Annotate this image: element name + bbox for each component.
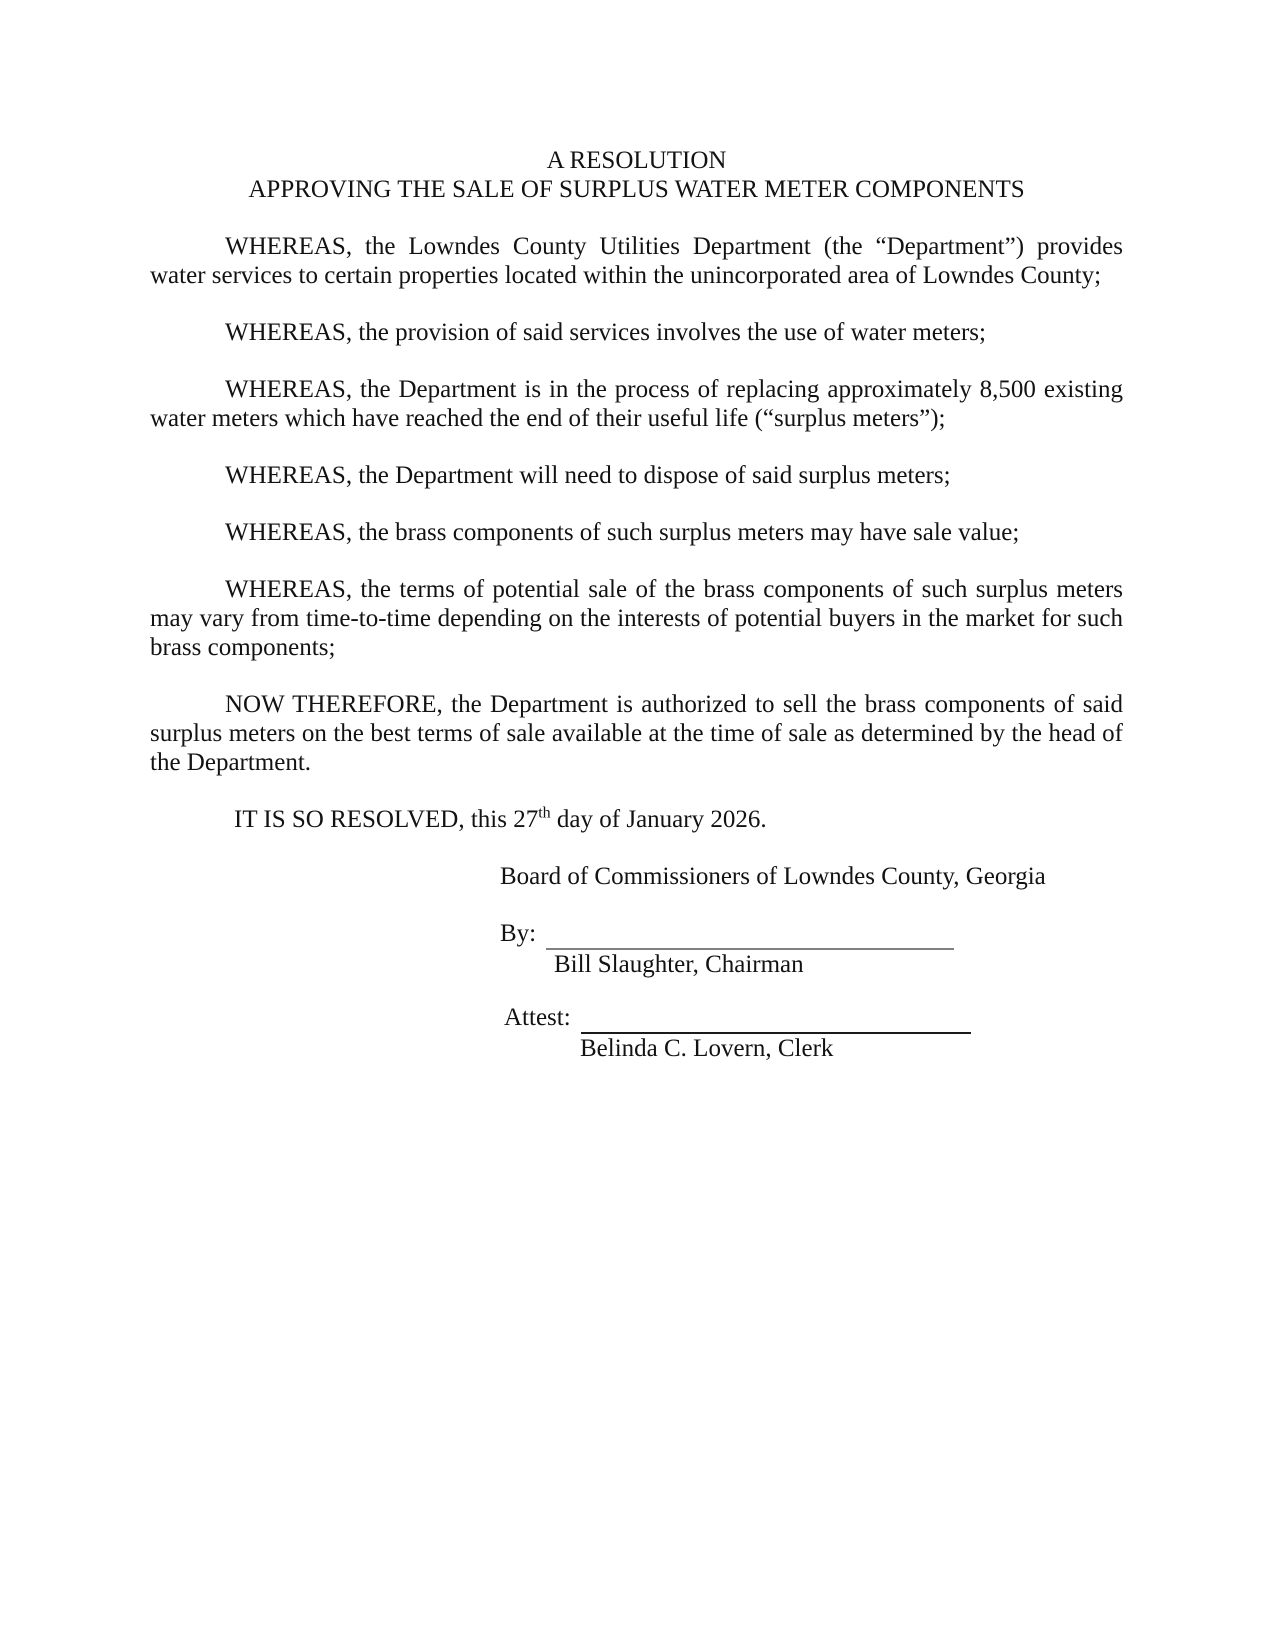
document-title	[150, 146, 1123, 204]
signature-org: Board of Commissioners of Lowndes County, Georgia	[500, 863, 1046, 890]
by-name: Bill Slaughter, Chairman	[554, 951, 804, 978]
paragraph-whereas-5: WHEREAS, the brass components of such surplus meters may have sale value;	[225, 519, 1020, 546]
paragraph-now-therefore: NOW THEREFORE, the Department is authorized to sell the brass components of said surplus meters on the best terms of sale available at the time of sale as determined by the head of the Department.	[150, 691, 1123, 776]
resolved-superscript: th	[538, 804, 551, 822]
resolved-suffix: day of January 2026.	[550, 806, 767, 833]
title-line-2: APPROVING THE SALE OF SURPLUS WATER METER COMPONENTS	[248, 176, 1025, 203]
title-line-1: A RESOLUTION	[546, 147, 727, 174]
signature-block	[500, 862, 1123, 1063]
by-label: By:	[500, 920, 537, 947]
paragraph-whereas-4: WHEREAS, the Department will need to dispose of said surplus meters;	[225, 462, 951, 489]
resolved-prefix: IT IS SO RESOLVED, this 27	[234, 806, 539, 833]
paragraph-whereas-3: WHEREAS, the Department is in the process of replacing approximately 8,500 existing water meters which have reached the end of their useful life (“surplus meters”);	[150, 376, 1123, 432]
attest-signature-line	[581, 1003, 971, 1034]
by-signature-line	[546, 919, 954, 950]
paragraph-whereas-1: WHEREAS, the Lowndes County Utilities Department (the “Department”) provides water services to certain properties located within the unincorporated area of Lowndes County;	[150, 233, 1123, 289]
attest-name: Belinda C. Lovern, Clerk	[580, 1035, 834, 1062]
resolved-line	[150, 805, 1123, 834]
attest-label: Attest:	[504, 1004, 571, 1031]
paragraph-whereas-2: WHEREAS, the provision of said services involves the use of water meters;	[225, 319, 986, 346]
by-row	[500, 919, 1123, 950]
attest-row	[504, 1003, 1123, 1034]
paragraph-whereas-6: WHEREAS, the terms of potential sale of the brass components of such surplus meters may vary from time-to-time depending on the interests of potential buyers in the market for such brass components;	[150, 576, 1123, 661]
